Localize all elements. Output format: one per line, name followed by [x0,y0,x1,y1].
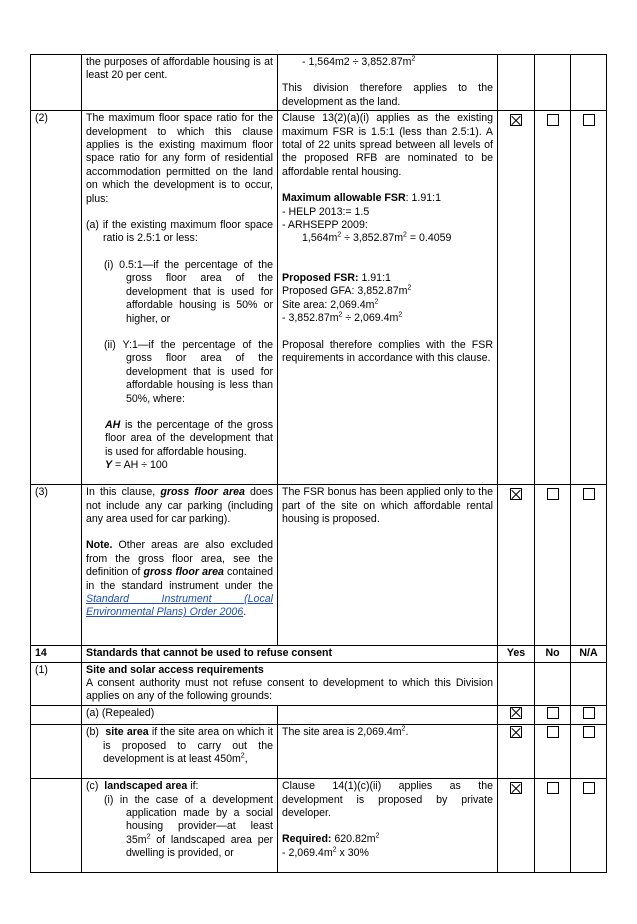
comment-cell: The site area is $2,069.4m^2$. [278,725,498,779]
comment-intro: Clause 13(2)(a)(i) applies as the existing maximum FSR is 1.5:1 (less than 2.5:1). A total of 22 units spread between all levels of the proposed RFB are nominated to be affordable rental housing. [282,112,493,178]
clause-item-a: (a) (Repealed) [86,706,155,719]
clause-note: Note. Other areas are also excluded from the gross floor area, see the definition of gross floor area contained in the standard instrument under the Standard Instrument (Local Environmental Plans) Order 2006. [86,539,273,619]
y-definition: Y = AH ÷ 100 [105,459,168,472]
standard-instrument-link[interactable]: Standard Instrument (Local Environmental Plans) Order 2006 [86,593,273,619]
site-area: Site area: $2,069.4m^2$ [282,298,379,311]
na-checkbox[interactable] [583,726,595,738]
yes-cell [498,111,535,485]
comment-text: This division therefore applies to the development as the land. [282,82,493,108]
subsection-text: A consent authority must not refuse consent to development to which this Division applies on any of the following grounds: [86,677,493,703]
clause-item-i: (i) 0.5:1—if the percentage of the gross floor area of the development that is used for affordable housing is 50% or higher, or [104,258,273,325]
yes-cell [498,725,535,779]
yes-cell [498,705,535,724]
na-checkbox[interactable] [583,114,595,126]
clause-number-cell [31,705,82,724]
clause-text: the purposes of affordable housing is at least 20 per cent. [86,56,273,82]
subsection-title: Site and solar access requirements [86,663,264,676]
no-checkbox[interactable] [547,114,559,126]
clause-number-cell [31,779,82,873]
clause-item-a: (a) if the existing maximum floor space ratio is 2.5:1 or less: [86,219,273,245]
comment-cell [278,779,498,873]
yes-checkbox[interactable] [510,488,522,500]
no-cell [535,55,571,111]
na-checkbox[interactable] [583,707,595,719]
section-title: Standards that cannot be used to refuse consent [82,646,498,662]
clause-item-b: (b) site area if the site area on which it is proposed to carry out the development is at least $450m^2$, [86,726,273,766]
compliance-table [30,54,607,873]
no-checkbox[interactable] [547,782,559,794]
help-line: - HELP 2013:= 1.5 [282,205,370,218]
yes-header: Yes [498,646,535,662]
no-cell [535,662,571,705]
table-row [31,725,607,779]
yes-cell [498,662,535,705]
yes-cell [498,779,535,873]
clause-item-ii: (ii) Y:1—if the percentage of the gross floor area of the development that is used for affordable housing is less than 50%, where: [104,338,273,405]
na-cell [571,111,607,485]
proposed-gfa: Proposed GFA: $3,852.87m^2$ [282,284,412,298]
clause-text-cell [82,485,278,646]
table-row [31,55,607,111]
clause-text-cell [82,725,278,779]
na-cell [571,705,607,724]
no-checkbox[interactable] [547,488,559,500]
clause-number: (3) [31,485,82,646]
na-checkbox[interactable] [583,782,595,794]
comment-calc: - $1,564m2 \div 3,852.87m^2$ [302,55,416,68]
no-checkbox[interactable] [547,726,559,738]
comment-text: Clause 14(1)(c)(ii) applies as the development is proposed by private developer. [282,780,493,820]
comment-cell [278,705,498,724]
na-cell [571,779,607,873]
comment-text: The FSR bonus has been applied only to the part of the site on which affordable rental housing is proposed. [282,486,493,526]
clause-item-c: (c) landscaped area if: [86,780,199,793]
table-row [31,705,607,724]
clause-text-cell [82,705,278,724]
yes-cell [498,55,535,111]
no-cell [535,705,571,724]
comment-cell [278,55,498,111]
no-header: No [535,646,571,662]
no-checkbox[interactable] [547,707,559,719]
section-header-row [31,646,607,662]
arhsepp-line: - ARHSEPP 2009: [282,219,368,232]
no-cell [535,111,571,485]
fsr-calc: $1,564m^2 \div 3,852.87m^2 = 0.4059$ [302,231,452,245]
clause-number-cell [31,55,82,111]
na-cell [571,662,607,705]
clause-number: (2) [31,111,82,485]
yes-checkbox[interactable] [510,782,522,794]
required-calc: - $2,069.4m^2$ x 30% [282,846,369,859]
clause-paragraph: In this clause, gross floor area does not include any car parking (including any area used for car parking). [86,486,273,526]
na-cell [571,485,607,646]
yes-cell [498,485,535,646]
complies-text: Proposal therefore complies with the FSR requirements in accordance with this clause. [282,338,493,364]
no-cell [535,485,571,646]
required-area: Required: $620.82m^2$ [282,832,380,846]
yes-checkbox[interactable] [510,726,522,738]
table-row [31,662,607,705]
no-cell [535,725,571,779]
max-fsr: Maximum allowable FSR: 1.91:1 [282,192,441,205]
clause-text-cell [82,55,278,111]
clause-text-cell [82,779,278,873]
clause-intro: The maximum floor space ratio for the development to which this clause applies is the existing maximum floor space ratio for any form of residential accommodation permitted on the land on which the development is to occur, plus: [86,112,273,205]
clause-item-c-i: (i) in the case of a development application made by a social housing provider—at least $35m^2$ of landscaped area per dwelling is provided, or [104,793,273,860]
clause-text-cell [82,111,278,485]
table-row [31,111,607,485]
section-number: 14 [31,646,82,662]
table-row [31,485,607,646]
na-cell [571,55,607,111]
fsr-calc-2: - $3,852.87m^2 \div 2,069.4m^2$ [282,311,403,325]
comment-cell [278,111,498,485]
no-cell [535,779,571,873]
ah-definition: AH is the percentage of the gross floor area of the development that is used for affordable housing. [105,418,273,458]
yes-checkbox[interactable] [510,114,522,126]
clause-number: (1) [31,662,82,705]
clause-text-cell [82,662,498,705]
proposed-fsr: Proposed FSR: 1.91:1 [282,271,391,284]
comment-cell [278,485,498,646]
na-checkbox[interactable] [583,488,595,500]
na-header: N/A [571,646,607,662]
clause-number-cell [31,725,82,779]
yes-checkbox[interactable] [510,707,522,719]
na-cell [571,725,607,779]
table-row [31,779,607,873]
